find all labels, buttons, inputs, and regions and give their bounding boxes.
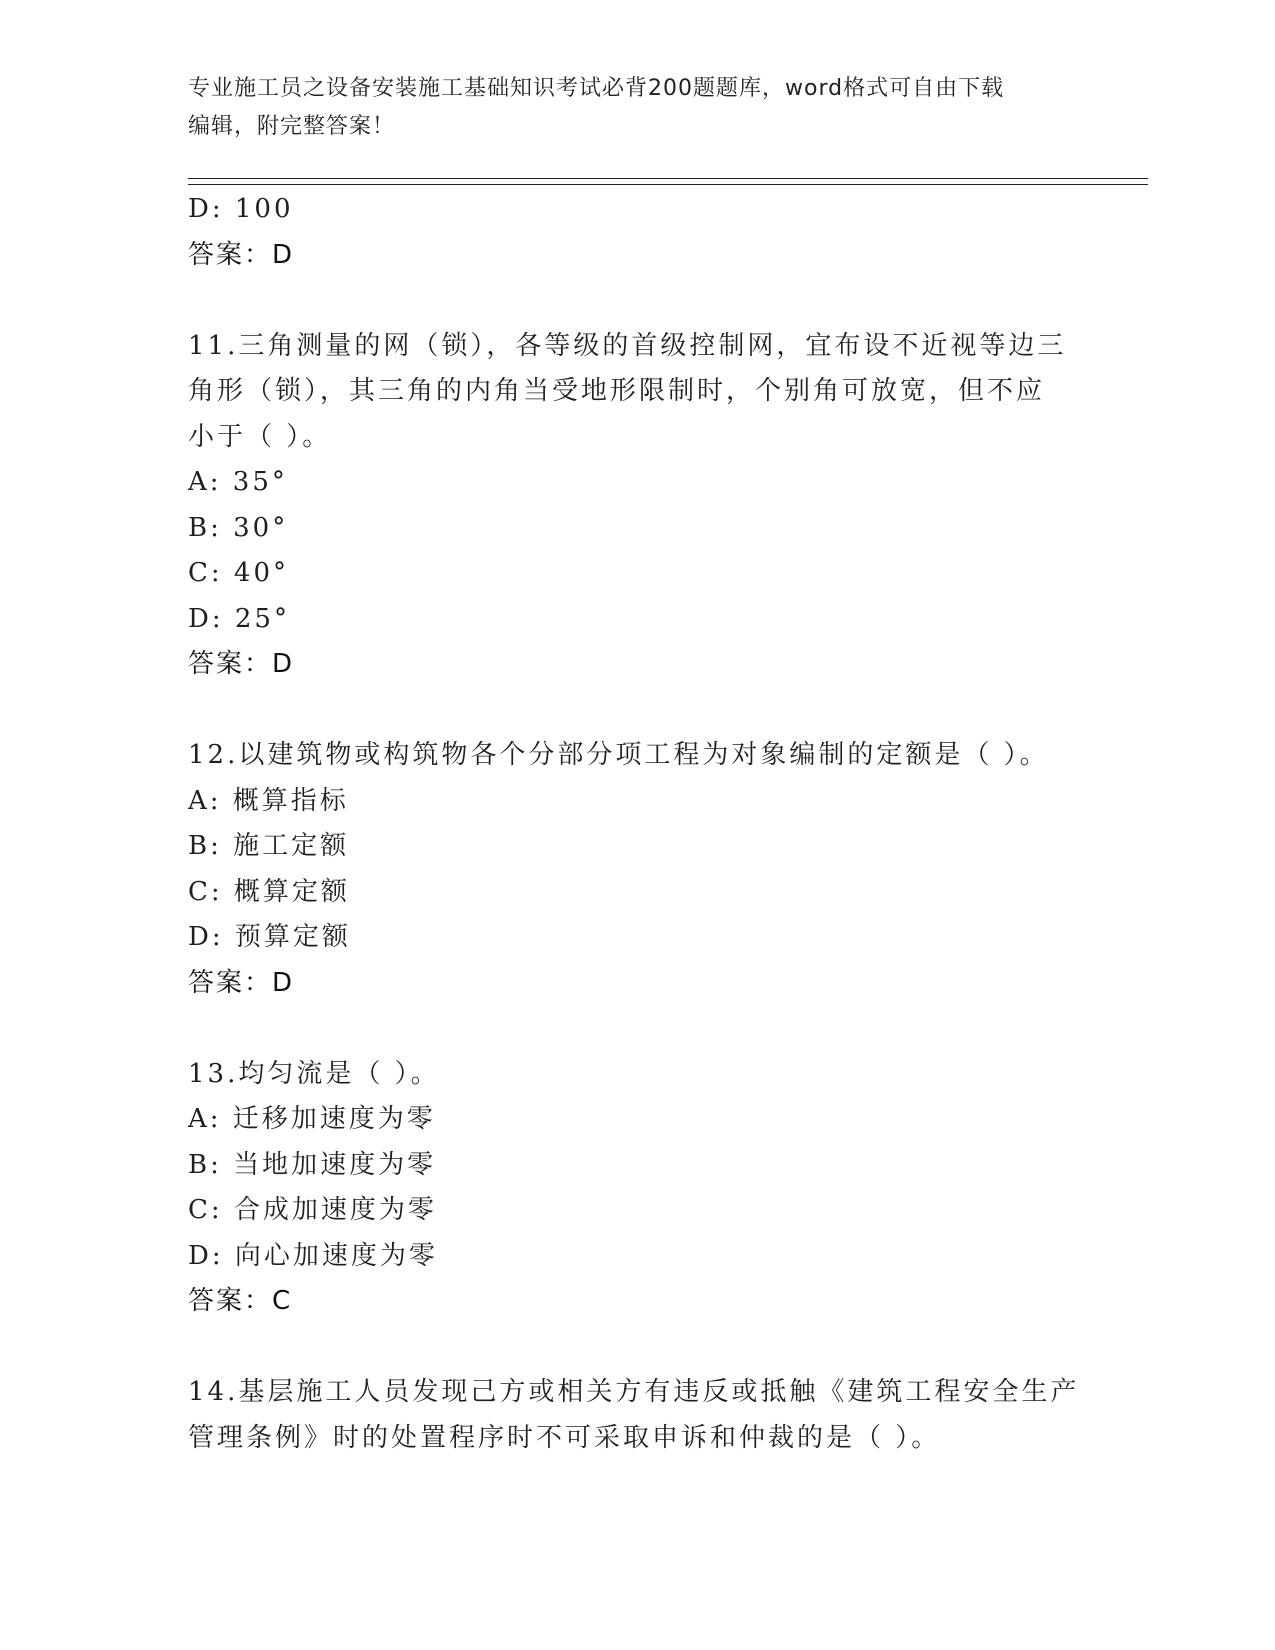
answer-line: 答案：D xyxy=(188,649,295,679)
question-12 xyxy=(188,733,1088,1006)
option-d: D: 预算定额 xyxy=(188,922,351,952)
header-title-line1: 专业施工员之设备安装施工基础知识考试必背200题题库，word格式可自由下载 xyxy=(188,76,1005,101)
option-a: A: 概算指标 xyxy=(188,785,349,816)
question-14 xyxy=(188,1370,1088,1461)
header-divider-bottom xyxy=(188,184,1148,185)
option-a: A: 35° xyxy=(188,467,288,497)
option-c: C: 40° xyxy=(188,558,290,588)
answer-line: 答案：C xyxy=(188,1286,293,1316)
spacer xyxy=(188,1325,1088,1371)
answer-line: 答案：D xyxy=(188,239,295,270)
question-stem: 小于（ ）。 xyxy=(188,421,332,452)
document-body xyxy=(188,187,1088,1461)
spacer xyxy=(188,1006,1088,1052)
option-c: C: 合成加速度为零 xyxy=(188,1195,437,1225)
question-stem: 11.三角测量的网（锁），各等级的首级控制网，宜布设不近视等边三 xyxy=(188,330,1067,361)
option-c: C: 概算定额 xyxy=(188,876,350,907)
option-d: D: 100 xyxy=(188,194,294,224)
option-a: A: 迁移加速度为零 xyxy=(188,1104,436,1134)
spacer xyxy=(188,278,1088,324)
option-d: D: 25° xyxy=(188,603,290,634)
header-divider-top xyxy=(188,178,1148,179)
answer-line: 答案：D xyxy=(188,967,295,998)
option-b: B: 当地加速度为零 xyxy=(188,1149,437,1180)
question-stem: 13.均匀流是（ ）。 xyxy=(188,1058,440,1089)
question-13 xyxy=(188,1052,1088,1325)
option-b: B: 30° xyxy=(188,512,289,543)
option-b: B: 施工定额 xyxy=(188,831,350,861)
spacer xyxy=(188,688,1088,734)
question-stem: 14.基层施工人员发现己方或相关方有违反或抵触《建筑工程安全生产 xyxy=(188,1377,1080,1407)
question-stem: 管理条例》时的处置程序时不可采取申诉和仲裁的是（ ）。 xyxy=(188,1422,941,1453)
header-title-line2: 编辑，附完整答案！ xyxy=(188,114,396,139)
question-11 xyxy=(188,324,1088,688)
option-d: D: 向心加速度为零 xyxy=(188,1240,438,1271)
question-stem: 12.以建筑物或构筑物各个分部分项工程为对象编制的定额是（ ）。 xyxy=(188,740,1049,770)
page-header xyxy=(188,70,1068,146)
question-stem: 角形（锁），其三角的内角当受地形限制时，个别角可放宽，但不应 xyxy=(188,376,1046,406)
